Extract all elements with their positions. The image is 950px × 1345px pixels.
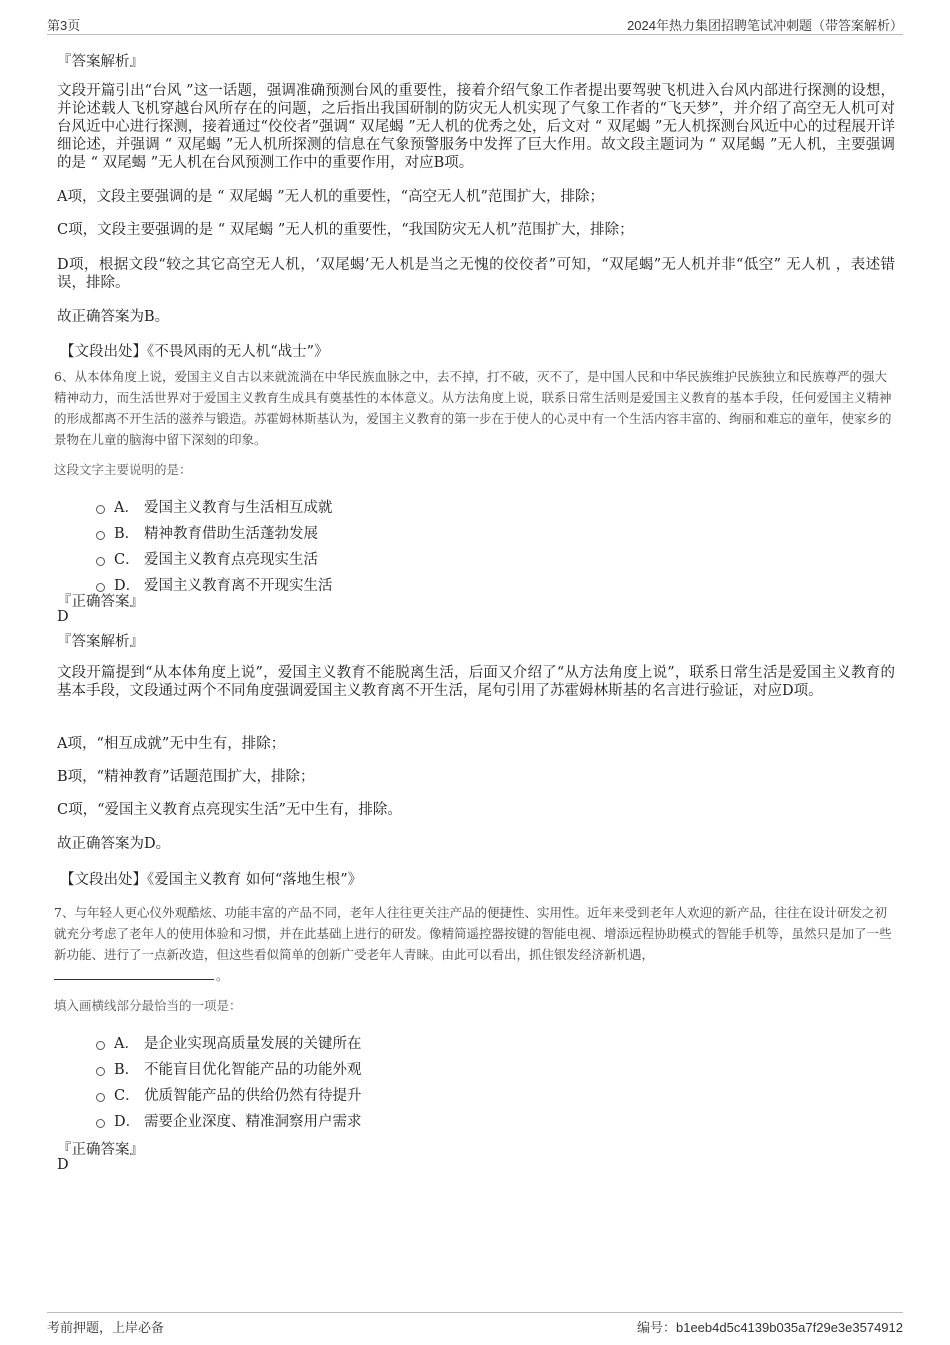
radio-icon[interactable] <box>96 531 105 540</box>
footer-slogan: 考前押题，上岸必备 <box>47 1321 165 1336</box>
q7-answer: D <box>57 1157 69 1173</box>
radio-icon[interactable] <box>96 505 105 514</box>
q6-option-c[interactable]: C． 爱国主义教育点亮现实生活 <box>96 548 318 568</box>
q5-source: 【文段出处】《不畏风雨的无人机“战士”》 <box>60 344 329 360</box>
radio-icon[interactable] <box>96 1093 105 1102</box>
radio-icon[interactable] <box>96 1041 105 1050</box>
radio-icon[interactable] <box>96 557 105 566</box>
q5-option-a-analysis: A项，文段主要强调的是 “ 双尾蝎 ”无人机的重要性，“高空无人机”范围扩大，排除； <box>57 189 604 205</box>
radio-icon[interactable] <box>96 1067 105 1076</box>
q6-conclusion: 故正确答案为D。 <box>57 836 171 852</box>
q6-answer: D <box>57 609 69 625</box>
q6-option-a-analysis: A项，“相互成就”无中生有，排除； <box>57 736 286 752</box>
q6-question: 6、从本体角度上说，爱国主义自古以来就流淌在中华民族血脉之中，去不掉，打不破，灭不了，是中国人民和中华民族维护民族独立和民族尊严的强大精神动力，而生活世界对于爱国主义教育生成具有奠基性的本体意义。从方法角度上说，联系日常生活则是爱国主义教育的基本手段，任何爱国主义精神的形成都离不开生活的滋养与锻造。苏霍姆林斯基认为，爱国主义教育的第一步在于使人的心灵中有一个生活内容丰富的、绚丽和难忘的童年，使家乡的景物在儿童的脑海中留下深刻的印象。 <box>54 369 892 447</box>
q6-answer-label: 『正确答案』 <box>57 594 144 610</box>
page-header <box>47 12 903 35</box>
q7-answer-label: 『正确答案』 <box>57 1142 144 1158</box>
q5-analysis-text: 文段开篇引出“台风 ”这一话题，强调准确预测台风的重要性，接着介绍气象工作者提出要驾驶飞机进入台风内部进行探测的设想，并论述载人飞机穿越台风所存在的问题，之后指出我国研制的防灾无人机实现了气象工作者的“飞天梦”，并介绍了高空无人机可对台风近中心进行探测，接着通过“佼佼者”强调“ 双尾蝎 ”无人机的优秀之处，后文对 “ 双尾蝎 ”无人机探测台风近中心的过程展开详细论述，并强调 “ 双尾蝎 ”无人机所探测的信息在气象预警服务中发挥了巨大作用。故文段主题词为 “ 双尾蝎 ”无人机，主要强调的是 “ 双尾蝎 ”无人机在台风预测工作中的重要作用，对应B项。 <box>57 83 895 171</box>
page-footer <box>47 1312 903 1337</box>
q6-option-b-analysis: B项，“精神教育”话题范围扩大，排除； <box>57 769 315 785</box>
q6-option-b[interactable]: B． 精神教育借助生活蓬勃发展 <box>96 522 318 542</box>
document-title: 2024年热力集团招聘笔试冲刺题（带答案解析） <box>627 18 903 33</box>
document-code: 编号：b1eeb4d5c4139b035a7f29e3e3574912 <box>636 1320 903 1336</box>
q7-prompt: 填入画横线部分最恰当的一项是： <box>54 998 242 1013</box>
q7-option-a[interactable]: A． 是企业实现高质量发展的关键所在 <box>96 1032 362 1052</box>
q5-option-c-analysis: C项，文段主要强调的是 “ 双尾蝎 ”无人机的重要性，“我国防灾无人机”范围扩大，排除； <box>57 222 634 238</box>
q7-option-d[interactable]: D． 需要企业深度、精准洞察用户需求 <box>96 1110 362 1130</box>
q5-conclusion: 故正确答案为B。 <box>57 309 170 325</box>
q6-prompt: 这段文字主要说明的是： <box>54 462 192 477</box>
q6-option-c-analysis: C项，“爱国主义教育点亮现实生活”无中生有，排除。 <box>57 802 402 818</box>
q7-option-c[interactable]: C． 优质智能产品的供给仍然有待提升 <box>96 1084 362 1104</box>
q7-option-b[interactable]: B． 不能盲目优化智能产品的功能外观 <box>96 1058 362 1078</box>
page-number: 第3页 <box>47 18 81 33</box>
answer-blank <box>54 978 214 980</box>
q7-question: 7、与年轻人更心仪外观酷炫、功能丰富的产品不同，老年人往往更关注产品的便捷性、实用性。近年来受到老年人欢迎的新产品，往往在设计研发之初就充分考虑了老年人的使用体验和习惯，并在此基础上进行的研发。像精简遥控器按键的智能电视、增添远程协助模式的智能手机等，虽然只是加了一些新功能、进行了一点新改造，但这些看似简单的创新广受老年人青睐。由此可以看出，抓住银发经济新机遇， 。 <box>54 905 892 983</box>
radio-icon[interactable] <box>96 1119 105 1128</box>
q5-analysis-label: 『答案解析』 <box>57 54 144 70</box>
q6-option-a[interactable]: A． 爱国主义教育与生活相互成就 <box>96 496 333 516</box>
q6-analysis-label: 『答案解析』 <box>57 634 144 650</box>
q6-analysis-text: 文段开篇提到“从本体角度上说”，爱国主义教育不能脱离生活，后面又介绍了“从方法角度上说”，联系日常生活是爱国主义教育的基本手段，文段通过两个不同角度强调爱国主义教育离不开生活，尾句引用了苏霍姆林斯基的名言进行验证，对应D项。 <box>57 665 895 699</box>
q6-option-d[interactable]: D． 爱国主义教育离不开现实生活 <box>96 574 333 594</box>
q6-source: 【文段出处】《爱国主义教育 如何“落地生根”》 <box>60 872 363 888</box>
q5-option-d-analysis: D项，根据文段“较之其它高空无人机，‘双尾蝎’无人机是当之无愧的佼佼者”可知，“双尾蝎”无人机并非“低空” 无人机 ，表述错误，排除。 <box>57 257 895 291</box>
